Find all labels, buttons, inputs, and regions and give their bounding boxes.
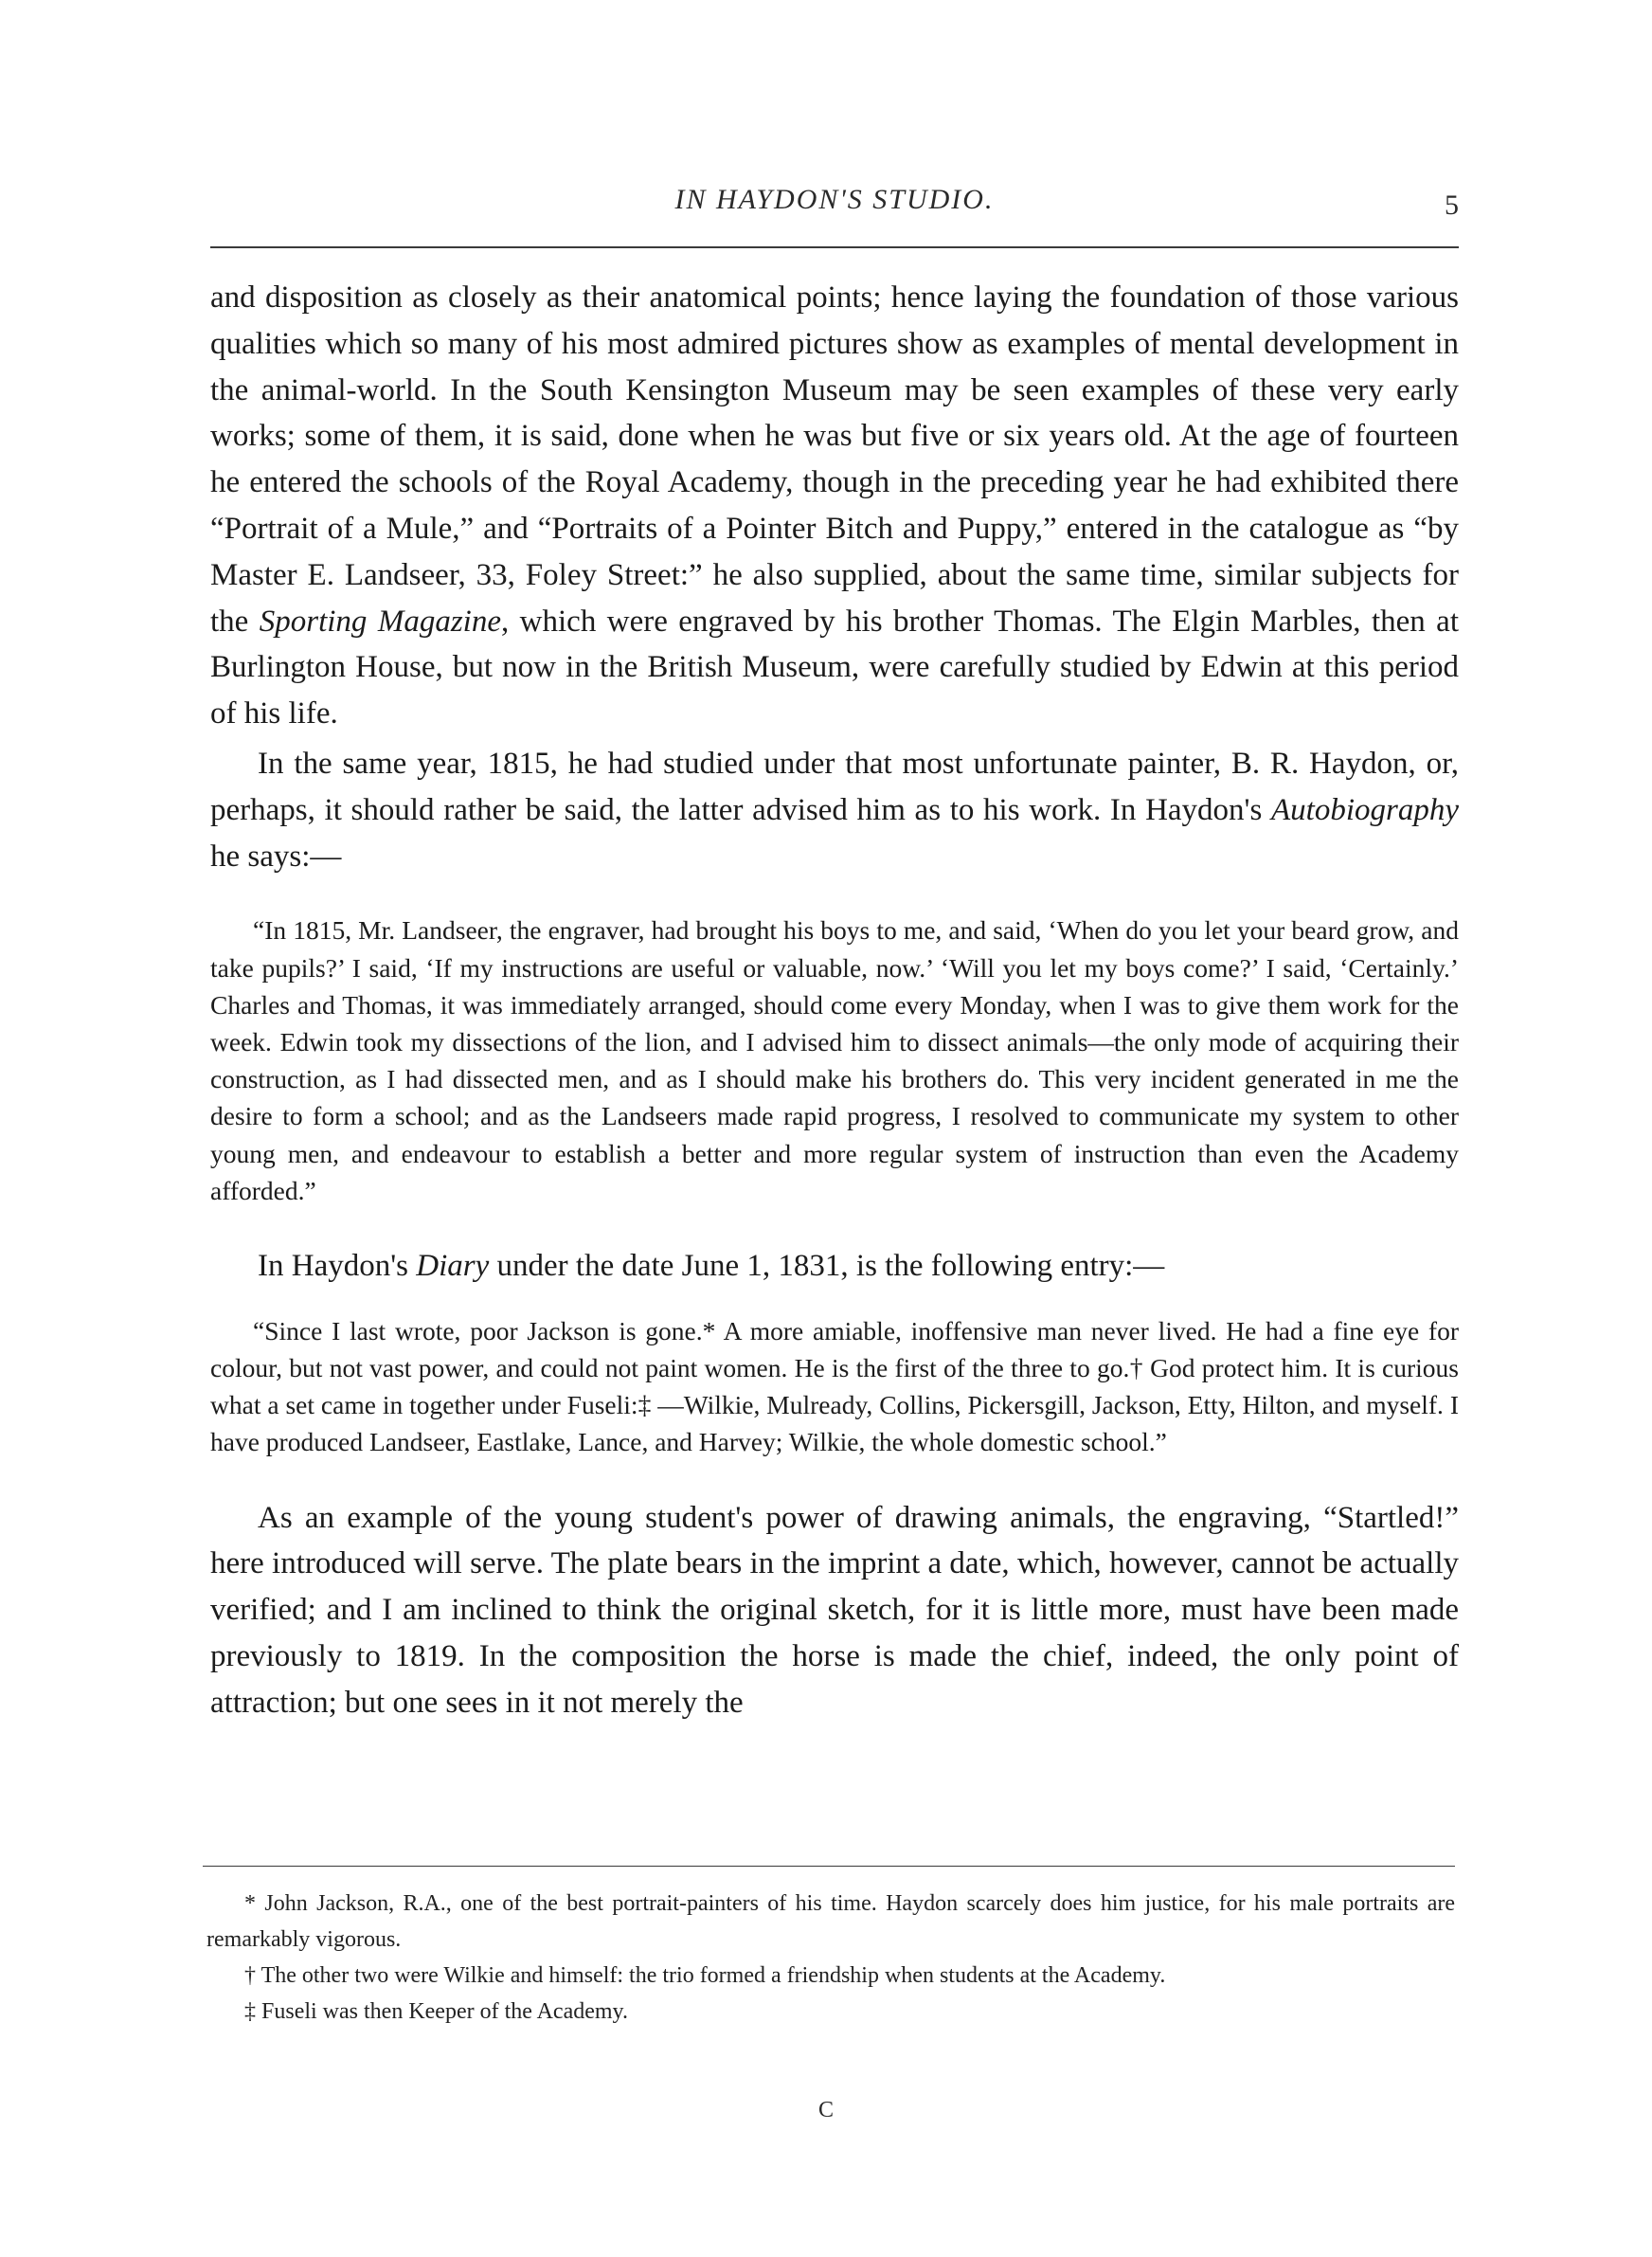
diary-title: Diary (416, 1248, 490, 1283)
header-rule (210, 246, 1459, 248)
signature-mark: C (817, 2098, 834, 2122)
paragraph-2-text-a: In the same year, 1815, he had studied under that most unfortunate painter, B. R. Haydon, or, perhaps, it should rather be said, the latter advised him as to his work. In Haydon's (210, 746, 1459, 827)
footnotes (206, 1886, 1455, 2030)
paragraph-2 (210, 741, 1459, 879)
paragraph-3-text-b: under the date June 1, 1831, is the following entry:— (489, 1248, 1165, 1283)
autobiography-quote: “In 1815, Mr. Landseer, the engraver, had brought his boys to me, and said, ‘When do you let your beard grow, and take pupils?’ I said, ‘If my instructions are useful or valuable, now.’ ‘Will you let my boys come?’ I said, ‘Certainly.’ Charles and Thomas, it was immediately arranged, should come every Monday, when I was to give them work for the week. Edwin took my dissections of the lion, and I advised him to dissect animals—the only mode of acquiring their construction, as I had dissected men, and as I should make his brothers do. This very incident generated in me the desire to form a school; and as the Landseers made rapid progress, I resolved to communicate my system to other young men, and endeavour to establish a better and more regular system of instruction than even the Academy afforded.” (210, 915, 1459, 1205)
running-head: IN HAYDON'S STUDIO. (674, 184, 995, 215)
page-number: 5 (1445, 190, 1459, 221)
footnote-1: * John Jackson, R.A., one of the best portrait-painters of his time. Haydon scarcely does him justice, for his male portraits are remarkably vigorous. (206, 1891, 1455, 1952)
paragraph-3-text-a: In Haydon's (258, 1248, 417, 1283)
paragraph-1-text-a: and disposition as closely as their anatomical points; hence laying the foundation of those various qualities which so many of his most admired pictures show as examples of mental development in the animal-world. In the South Kensington Museum may be seen examples of these very early works; some of them, it is said, done when he was but five or six years old. At the age of fourteen he entered the schools of the Royal Academy, though in the preceding year he had exhibited there “Portrait of a Mule,” and “Portraits of a Pointer Bitch and Puppy,” entered in the catalogue as “by Master E. Landseer, 33, Foley Street:” he also supplied, about the same time, similar subjects for the (210, 280, 1459, 639)
footnote-2: † The other two were Wilkie and himself: the trio formed a friendship when students at the Academy. (244, 1963, 1166, 1988)
autobiography-title: Autobiography (1271, 792, 1459, 827)
footnote-3: ‡ Fuseli was then Keeper of the Academy. (244, 1999, 628, 2024)
paragraph-1 (210, 275, 1459, 737)
paragraph-2-text-b: he says:— (210, 839, 342, 874)
paragraph-4: As an example of the young student's power of drawing animals, the engraving, “Startled!” here introduced will serve. The plate bears in the imprint a date, which, however, cannot be actually verified; and I am inclined to think the original sketch, for it is little more, must have been made previously to 1819. In the composition the horse is made the chief, indeed, the only point of attraction; but one sees in it not merely the (210, 1500, 1459, 1720)
page-header (210, 184, 1459, 231)
main-text (210, 275, 1459, 1726)
magazine-title: Sporting Magazine (259, 604, 501, 639)
paragraph-3 (210, 1243, 1459, 1290)
diary-quote: “Since I last wrote, poor Jackson is gone.* A more amiable, inoffensive man never lived. He had a fine eye for colour, but not vast power, and could not paint women. He is the first of the three to go.† God protect him. It is curious what a set came in together under Fuseli:‡ —Wilkie, Mulready, Collins, Pickersgill, Jackson, Etty, Hilton, and myself. I have produced Landseer, Eastlake, Lance, and Harvey; Wilkie, the whole domestic school.” (210, 1315, 1459, 1457)
paragraph-1-text-b: , which were engraved by his brother Thomas. The Elgin Marbles, then at Burlington House, but now in the British Museum, were carefully studied by Edwin at this period of his life. (210, 604, 1459, 731)
footnote-rule (203, 1866, 1455, 1867)
